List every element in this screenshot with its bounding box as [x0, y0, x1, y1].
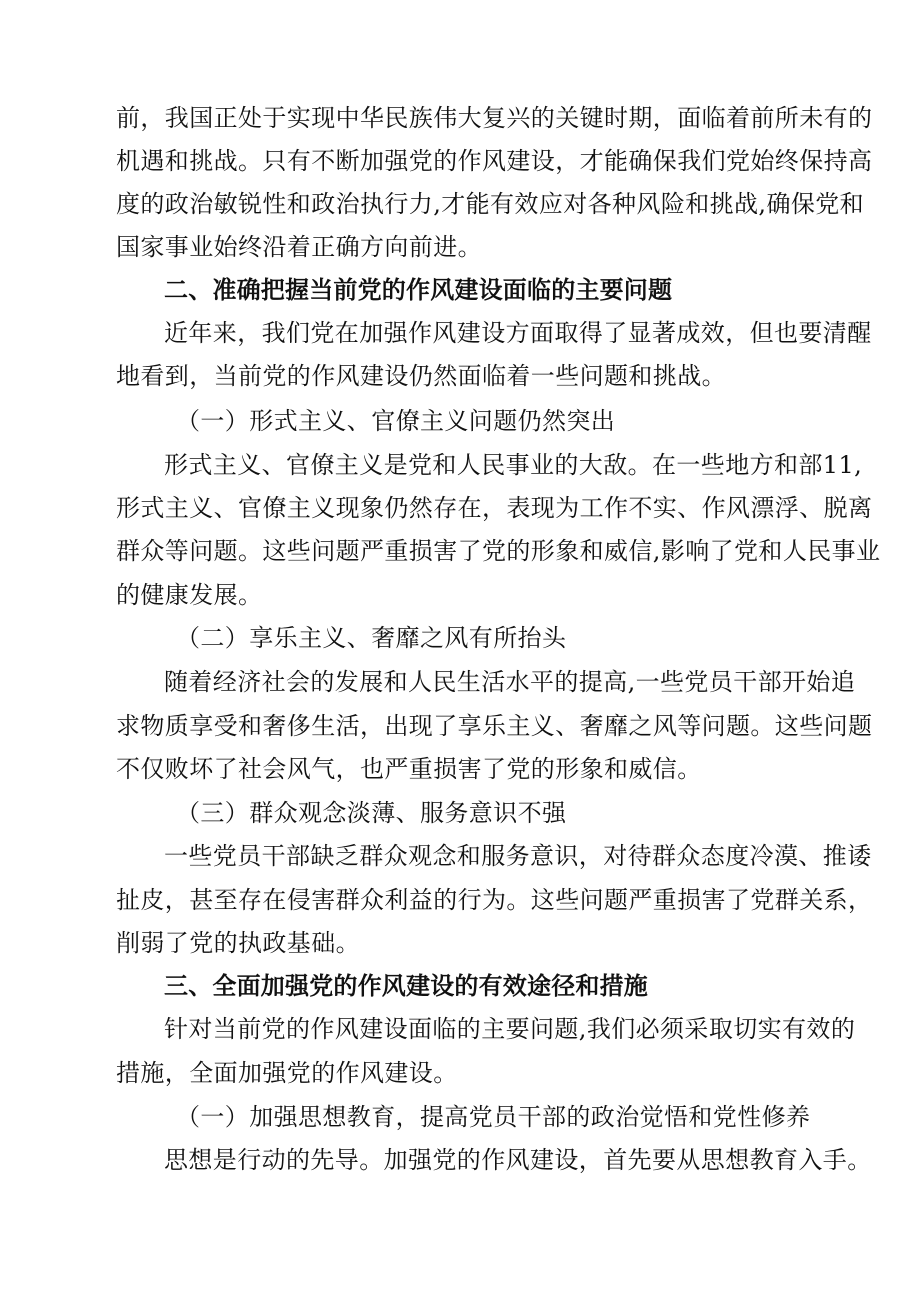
paragraph-line: 一些党员干部缺乏群众观念和服务意识，对待群众态度冷漠、推诿 — [164, 842, 872, 870]
paragraph-line: 国家事业始终沿着正确方向前进。 — [116, 233, 482, 261]
paragraph-line: 的健康发展。 — [116, 581, 263, 609]
paragraph-line: 思想是行动的先导。加强党的作风建设，首先要从思想教育入手。 — [164, 1146, 872, 1174]
section-heading-3: 三、全面加强党的作风建设的有效途径和措施 — [164, 972, 648, 1000]
paragraph-line: 形式主义、官僚主义是党和人民事业的大敌。在一些地方和部11, — [164, 451, 863, 479]
paragraph-line: 随着经济社会的发展和人民生活水平的提高,一些党员干部开始追 — [164, 668, 856, 696]
paragraph-line: 地看到，当前党的作风建设仍然面临着一些问题和挑战。 — [116, 362, 726, 390]
section-heading-2: 二、准确把握当前党的作风建设面临的主要问题 — [164, 276, 673, 304]
paragraph-line: 针对当前党的作风建设面临的主要问题,我们必须采取切实有效的 — [164, 1015, 856, 1043]
paragraph-line: 度的政治敏锐性和政治执行力,才能有效应对各种风险和挑战,确保党和 — [116, 190, 865, 218]
paragraph-line: 形式主义、官僚主义现象仍然存在，表现为工作不实、作风漂浮、脱离 — [116, 494, 873, 522]
paragraph-line: 求物质享受和奢侈生活，出现了享乐主义、奢靡之风等问题。这些问题 — [116, 712, 873, 740]
subsection-heading-2-2: （二）享乐主义、奢靡之风有所抬头 — [176, 624, 567, 652]
paragraph-line: 措施，全面加强党的作风建设。 — [116, 1059, 458, 1087]
paragraph-line: 前，我国正处于实现中华民族伟大复兴的关键时期，面临着前所未有的 — [116, 104, 873, 132]
paragraph-line: 近年来，我们党在加强作风建设方面取得了显著成效，但也要清醒 — [164, 319, 872, 347]
subsection-heading-2-1: （一）形式主义、官僚主义问题仍然突出 — [176, 407, 616, 435]
paragraph-line: 不仅败坏了社会风气，也严重损害了党的形象和威信。 — [116, 755, 702, 783]
subsection-heading-2-3: （三）群众观念淡薄、服务意识不强 — [176, 799, 567, 827]
paragraph-line: 机遇和挑战。只有不断加强党的作风建设，才能确保我们党始终保持高 — [116, 147, 873, 175]
paragraph-line: 扯皮，甚至存在侵害群众利益的行为。这些问题严重损害了党群关系， — [116, 886, 873, 914]
subsection-heading-3-1: （一）加强思想教育，提高党员干部的政治觉悟和党性修养 — [176, 1103, 811, 1131]
paragraph-line: 群众等问题。这些问题严重损害了党的形象和威信,影响了党和人民事业 — [116, 537, 881, 565]
paragraph-line: 削弱了党的执政基础。 — [116, 929, 360, 957]
